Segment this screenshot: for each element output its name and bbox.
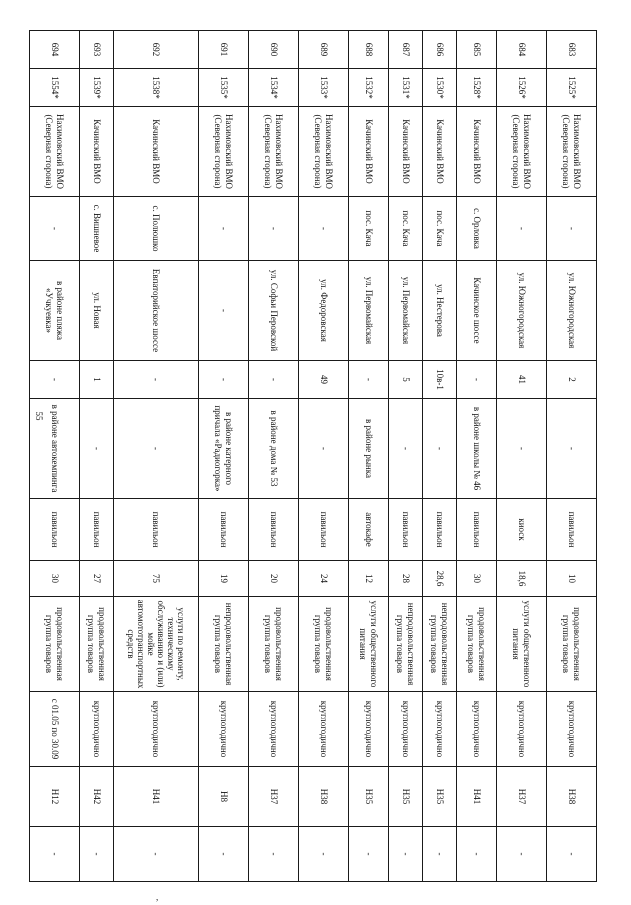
cell-code: 1534*: [249, 69, 299, 107]
cell-specialization: продовольственная группа товаров: [547, 597, 597, 692]
cell-type: павильон: [199, 499, 249, 561]
cell-street: ул. Первомайская: [349, 261, 389, 361]
cell-landmark: -: [299, 399, 349, 499]
cell-scheme: Н38: [299, 767, 349, 827]
cell-note: -: [389, 827, 423, 882]
cell-period: круглогодично: [114, 692, 199, 767]
table-row: [199, 31, 249, 882]
cell-street: ул. Федоровская: [299, 261, 349, 361]
cell-area: 19: [199, 561, 249, 597]
cell-settlement: с. Полюшко: [114, 197, 199, 261]
cell-house: 2: [547, 361, 597, 399]
cell-period: круглогодично: [199, 692, 249, 767]
table-row: [30, 31, 80, 882]
cell-district: Качинский ВМО: [80, 107, 114, 197]
cell-code: 1531*: [389, 69, 423, 107]
cell-code: 1533*: [299, 69, 349, 107]
cell-note: -: [30, 827, 80, 882]
cell-num: 692: [114, 31, 199, 69]
cell-landmark: -: [497, 399, 547, 499]
cell-area: 30: [457, 561, 497, 597]
cell-settlement: пос. Кача: [389, 197, 423, 261]
rotated-table-frame: [44, 30, 597, 881]
cell-area: 28: [389, 561, 423, 597]
cell-district: Нахимовский ВМО (Северная сторона): [249, 107, 299, 197]
table-row: [457, 31, 497, 882]
cell-num: 685: [457, 31, 497, 69]
cell-landmark: в районе катерного причала «Радиогорка»: [199, 399, 249, 499]
cell-scheme: Н42: [80, 767, 114, 827]
cell-note: -: [547, 827, 597, 882]
cell-street: Качинское шоссе: [457, 261, 497, 361]
cell-house: 10в-1: [423, 361, 457, 399]
cell-house: -: [349, 361, 389, 399]
cell-street: ул. Южногородская: [547, 261, 597, 361]
cell-specialization: продовольственная группа товаров: [80, 597, 114, 692]
cell-scheme: Н37: [497, 767, 547, 827]
cell-area: 12: [349, 561, 389, 597]
cell-code: 1535*: [199, 69, 249, 107]
cell-code: 1530*: [423, 69, 457, 107]
cell-specialization: продовольственная группа товаров: [299, 597, 349, 692]
cell-landmark: в районе рынка: [349, 399, 389, 499]
cell-scheme: Н41: [114, 767, 199, 827]
cell-area: 28,6: [423, 561, 457, 597]
cell-street: в районе пляжа «Учкуевка»: [30, 261, 80, 361]
cell-note: -: [423, 827, 457, 882]
cell-street: ул. Новая: [80, 261, 114, 361]
cell-scheme: Н35: [423, 767, 457, 827]
cell-district: Качинский ВМО: [423, 107, 457, 197]
cell-period: круглогодично: [547, 692, 597, 767]
cell-house: 1: [80, 361, 114, 399]
cell-num: 690: [249, 31, 299, 69]
cell-area: 20: [249, 561, 299, 597]
cell-note: -: [349, 827, 389, 882]
cell-specialization: непродовольственная группа товаров: [199, 597, 249, 692]
cell-specialization: продовольственная группа товаров: [249, 597, 299, 692]
cell-landmark: в районе дома № 53: [249, 399, 299, 499]
table-row: [299, 31, 349, 882]
cell-settlement: -: [299, 197, 349, 261]
cell-type: киоск: [497, 499, 547, 561]
cell-specialization: услуги по ремонту, техническому обслуживанию и (или) мойке автомототранспортных средств: [114, 597, 199, 692]
cell-area: 75: [114, 561, 199, 597]
cell-scheme: Н37: [249, 767, 299, 827]
cell-note: -: [80, 827, 114, 882]
cell-code: 1538*: [114, 69, 199, 107]
cell-street: ул. Южногородская: [497, 261, 547, 361]
cell-specialization: продовольственная группа товаров: [30, 597, 80, 692]
table-row: [249, 31, 299, 882]
cell-settlement: -: [547, 197, 597, 261]
cell-type: павильон: [249, 499, 299, 561]
cell-scheme: Н38: [547, 767, 597, 827]
cell-scheme: Н35: [349, 767, 389, 827]
cell-num: 686: [423, 31, 457, 69]
table-row: [80, 31, 114, 882]
cell-settlement: -: [497, 197, 547, 261]
cell-code: 1525*: [547, 69, 597, 107]
table-row: [547, 31, 597, 882]
cell-settlement: -: [199, 197, 249, 261]
cell-period: с 01.05 по 30.09: [30, 692, 80, 767]
cell-settlement: -: [30, 197, 80, 261]
cell-district: Качинский ВМО: [389, 107, 423, 197]
cell-district: Качинский ВМО: [114, 107, 199, 197]
cell-scheme: Н8: [199, 767, 249, 827]
cell-settlement: пос. Кача: [349, 197, 389, 261]
table-container: [44, 30, 597, 881]
cell-district: Качинский ВМО: [457, 107, 497, 197]
cell-street: ул. Первомайская: [389, 261, 423, 361]
cell-landmark: -: [80, 399, 114, 499]
cell-period: круглогодично: [423, 692, 457, 767]
cell-district: Нахимовский ВМО (Северная сторона): [547, 107, 597, 197]
cell-num: 683: [547, 31, 597, 69]
cell-note: -: [199, 827, 249, 882]
cell-period: круглогодично: [80, 692, 114, 767]
cell-scheme: Н41: [457, 767, 497, 827]
cell-house: 41: [497, 361, 547, 399]
cell-district: Нахимовский ВМО (Северная сторона): [497, 107, 547, 197]
cell-specialization: услуги общественного питания: [349, 597, 389, 692]
cell-type: павильон: [423, 499, 457, 561]
table-row: [423, 31, 457, 882]
cell-type: автокафе: [349, 499, 389, 561]
cell-house: -: [249, 361, 299, 399]
cell-type: павильон: [389, 499, 423, 561]
cell-scheme: Н12: [30, 767, 80, 827]
cell-landmark: в районе школы № 46: [457, 399, 497, 499]
cell-period: круглогодично: [249, 692, 299, 767]
cell-period: круглогодично: [457, 692, 497, 767]
cell-code: 1539*: [80, 69, 114, 107]
cell-district: Нахимовский ВМО (Северная сторона): [299, 107, 349, 197]
cell-specialization: продовольственная группа товаров: [457, 597, 497, 692]
cell-period: круглогодично: [349, 692, 389, 767]
cell-num: 689: [299, 31, 349, 69]
cell-note: -: [114, 827, 199, 882]
cell-district: Нахимовский ВМО (Северная сторона): [199, 107, 249, 197]
cell-street: Евпаторийское шоссе: [114, 261, 199, 361]
cell-area: 27: [80, 561, 114, 597]
cell-settlement: пос. Кача: [423, 197, 457, 261]
cell-type: павильон: [30, 499, 80, 561]
cell-settlement: с. Вишневое: [80, 197, 114, 261]
cell-specialization: непродовольственная группа товаров: [389, 597, 423, 692]
cell-street: -: [199, 261, 249, 361]
table-row: [114, 31, 199, 882]
cell-area: 30: [30, 561, 80, 597]
cell-district: Нахимовский ВМО (Северная сторона): [30, 107, 80, 197]
cell-area: 18,6: [497, 561, 547, 597]
cell-num: 684: [497, 31, 547, 69]
cell-code: 1554*: [30, 69, 80, 107]
cell-note: -: [249, 827, 299, 882]
cell-type: павильон: [457, 499, 497, 561]
cell-landmark: -: [423, 399, 457, 499]
cell-settlement: с. Орловка: [457, 197, 497, 261]
cell-num: 691: [199, 31, 249, 69]
cell-period: круглогодично: [497, 692, 547, 767]
cell-house: 49: [299, 361, 349, 399]
cell-type: павильон: [80, 499, 114, 561]
cell-street: ул. Софьи Перовской: [249, 261, 299, 361]
cell-num: 688: [349, 31, 389, 69]
cell-type: павильон: [114, 499, 199, 561]
cell-landmark: -: [547, 399, 597, 499]
cell-code: 1528*: [457, 69, 497, 107]
cell-settlement: -: [249, 197, 299, 261]
page-number: 55: [34, 411, 44, 421]
cell-landmark: -: [114, 399, 199, 499]
cell-num: 694: [30, 31, 80, 69]
cell-scheme: Н35: [389, 767, 423, 827]
table-row: [389, 31, 423, 882]
cell-code: 1526*: [497, 69, 547, 107]
cell-house: 5: [389, 361, 423, 399]
cell-landmark: в районе автокемпинга: [30, 399, 80, 499]
cell-area: 10: [547, 561, 597, 597]
cell-note: -: [299, 827, 349, 882]
stray-mark: ,: [156, 892, 159, 902]
cell-period: круглогодично: [299, 692, 349, 767]
cell-area: 24: [299, 561, 349, 597]
cell-house: -: [114, 361, 199, 399]
cell-type: павильон: [547, 499, 597, 561]
cell-house: -: [457, 361, 497, 399]
cell-note: -: [497, 827, 547, 882]
cell-specialization: услуги общественного питания: [497, 597, 547, 692]
cell-code: 1532*: [349, 69, 389, 107]
cell-num: 687: [389, 31, 423, 69]
cell-district: Качинский ВМО: [349, 107, 389, 197]
cell-num: 693: [80, 31, 114, 69]
cell-street: ул. Нестерова: [423, 261, 457, 361]
cell-note: -: [457, 827, 497, 882]
cell-period: круглогодично: [389, 692, 423, 767]
cell-type: павильон: [299, 499, 349, 561]
cell-specialization: непродовольственная группа товаров: [423, 597, 457, 692]
table-row: [349, 31, 389, 882]
cell-landmark: -: [389, 399, 423, 499]
table-row: [497, 31, 547, 882]
registry-table: [29, 30, 597, 882]
cell-house: -: [30, 361, 80, 399]
cell-house: -: [199, 361, 249, 399]
